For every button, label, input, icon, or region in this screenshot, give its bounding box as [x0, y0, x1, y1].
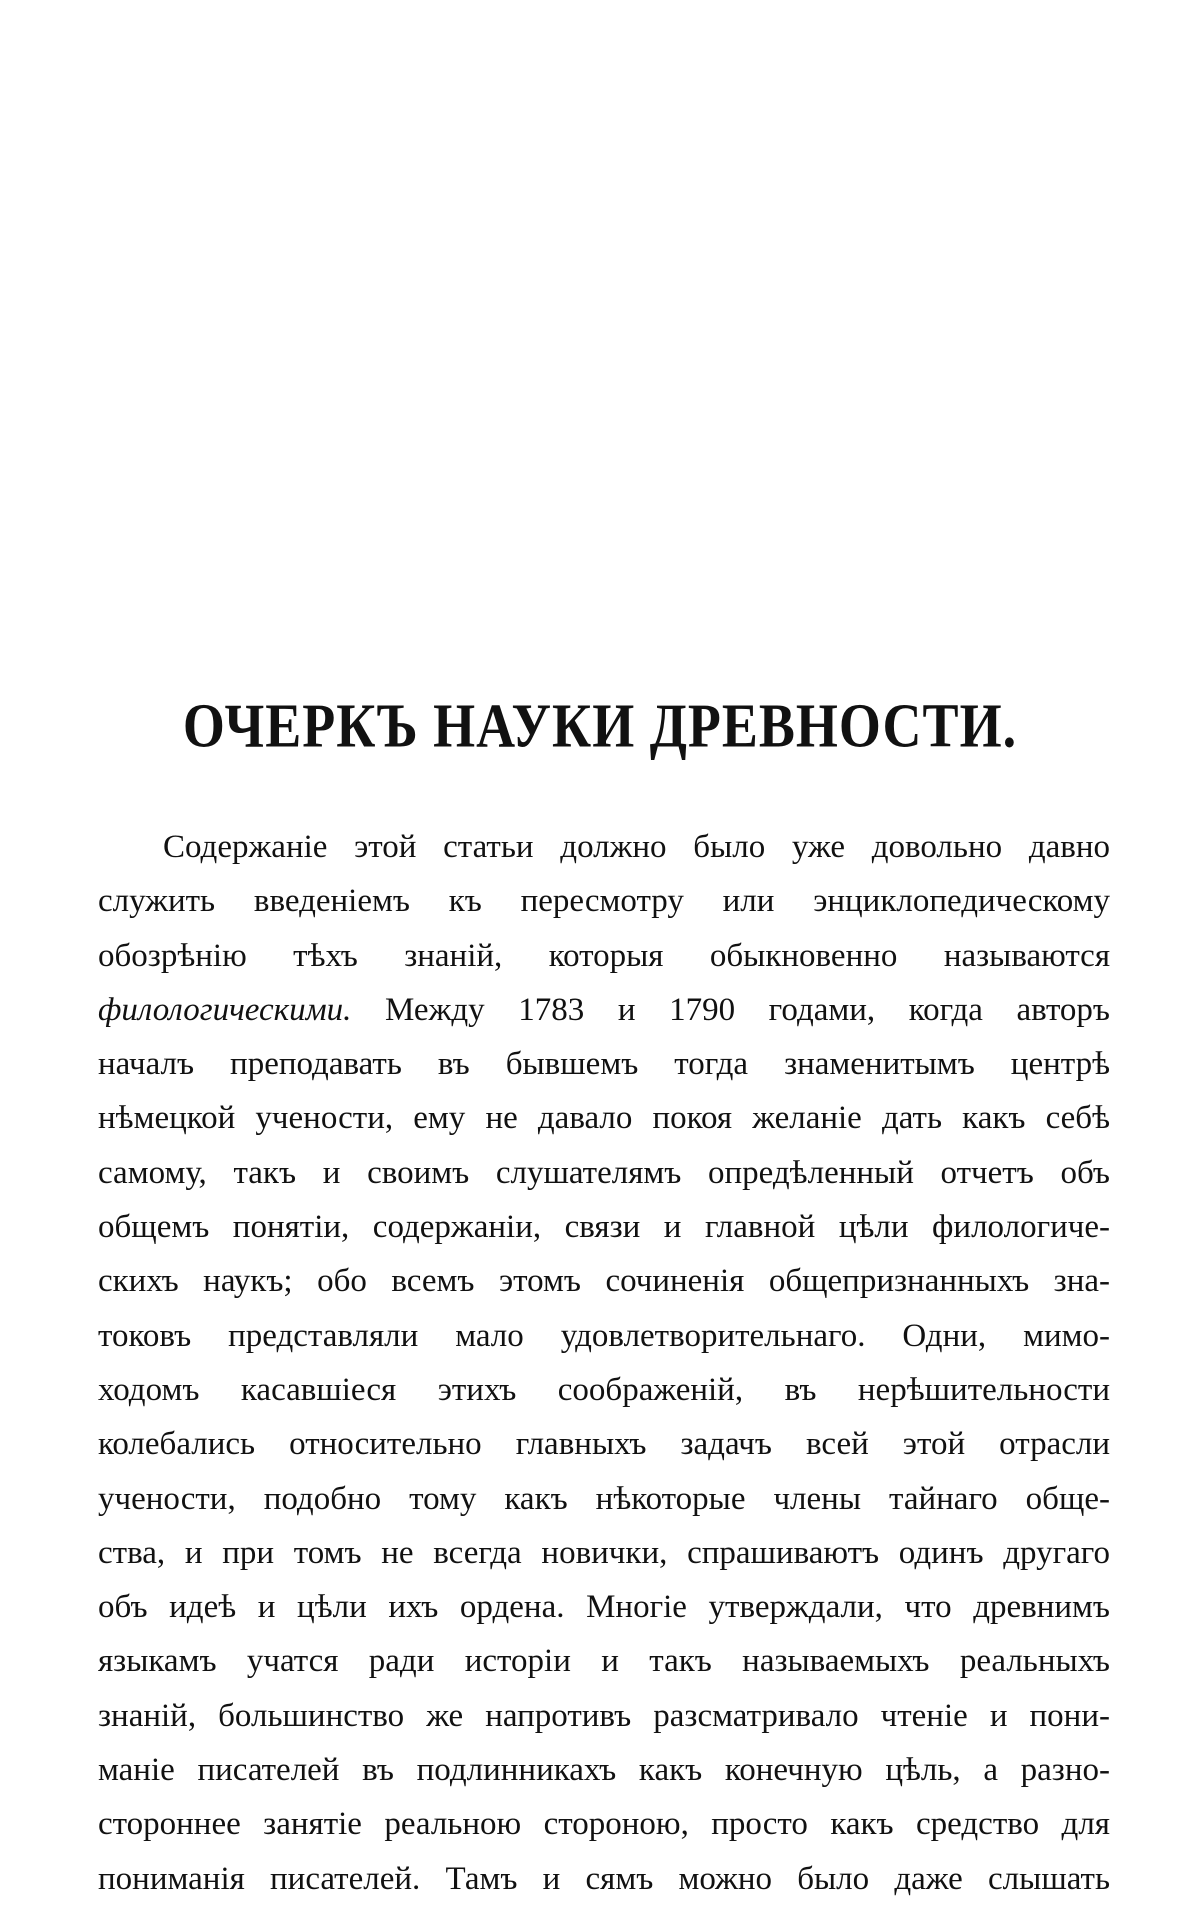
text-line-15: объ идеѣ и цѣли ихъ ордена. Многіе утверждали, что древнимъ — [98, 1589, 1110, 1626]
text-line-10: токовъ представляли мало удовлетворительнаго. Одни, мимо- — [98, 1317, 1110, 1354]
text-line-4-rest: Между 1783 и 1790 годами, когда авторъ — [385, 991, 1110, 1028]
text-line-9: скихъ наукъ; обо всемъ этомъ сочиненія общепризнанныхъ зна- — [98, 1263, 1110, 1300]
text-line-4 — [98, 983, 1110, 1037]
text-line-12: колебались относительно главныхъ задачъ всей этой отрасли — [98, 1426, 1110, 1463]
text-line-16: языкамъ учатся ради исторіи и такъ называемыхъ реальныхъ — [98, 1643, 1110, 1680]
page-title: ОЧЕРКЪ НАУКИ ДРЕВНОСТИ. — [182, 691, 1018, 761]
text-line-13: учености, подобно тому какъ нѣкоторые члены тайнаго обще- — [98, 1480, 1110, 1517]
text-line-20: пониманія писателей. Тамъ и сямъ можно было даже слышать — [98, 1860, 1110, 1897]
text-line-2: служить введеніемъ къ пересмотру или энциклопедическому — [98, 883, 1110, 920]
text-line-6: нѣмецкой учености, ему не давало покоя желаніе дать какъ себѣ — [98, 1100, 1110, 1137]
text-line-8: общемъ понятіи, содержаніи, связи и главной цѣли филологиче- — [98, 1209, 1110, 1246]
text-line-7: самому, такъ и своимъ слушателямъ опредѣленный отчетъ объ — [98, 1154, 1110, 1191]
text-line-17: знаній, большинство же напротивъ разсматривало чтеніе и пони- — [98, 1697, 1110, 1734]
text-line-1: Содержаніе этой статьи должно было уже довольно давно — [163, 829, 1110, 865]
text-line-14: ства, и при томъ не всегда новички, спрашиваютъ одинъ другаго — [98, 1534, 1110, 1571]
text-line-11: ходомъ касавшіеся этихъ соображеній, въ нерѣшительности — [98, 1371, 1110, 1408]
text-line-19: стороннее занятіе реальною стороною, просто какъ средство для — [98, 1806, 1110, 1843]
text-line-5: началъ преподавать въ бывшемъ тогда знаменитымъ центрѣ — [98, 1046, 1110, 1083]
text-line-18: маніе писателей въ подлинникахъ какъ конечную цѣль, а разно- — [98, 1752, 1110, 1789]
italic-term: филологическими. — [98, 991, 352, 1028]
body-paragraph — [98, 820, 1110, 1906]
text-line-3: обозрѣнію тѣхъ знаній, которыя обыкновенно называются — [98, 937, 1110, 974]
